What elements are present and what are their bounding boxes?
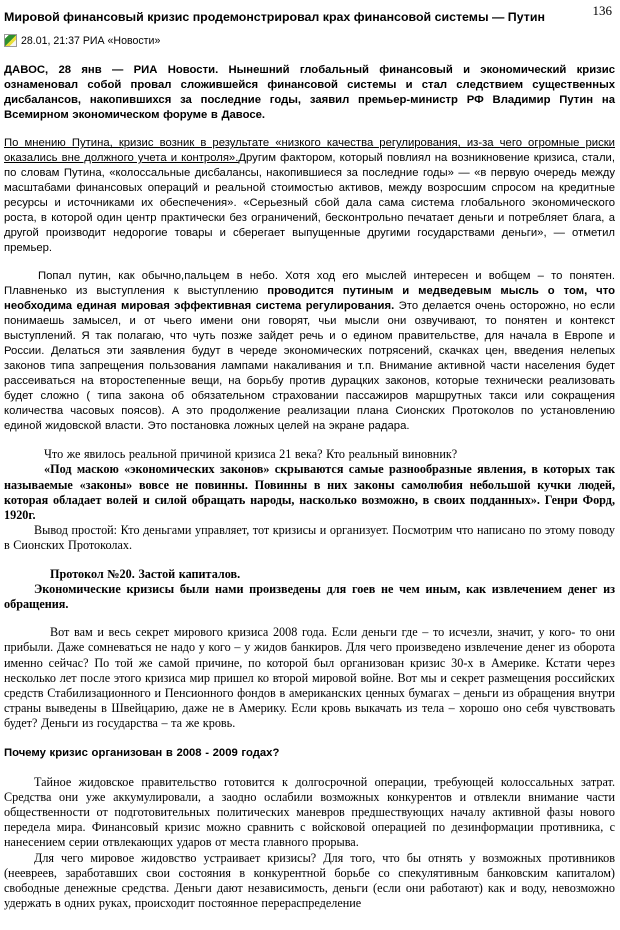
- ria-novosti-icon: [4, 34, 17, 47]
- paragraph: [4, 567, 615, 582]
- text-segment: Это делается очень осторожно, но если понимаешь замысел, и от чьего имени они говорят, чьи мысли они озвучивают, то понятен и контекст выступлений. Я так полагаю, что чуть позже зайдет речь и о едином правительстве, для начала в Европе и России. Делаться эти заявления будут в череде экономических потрясений, скачках цен, введения нелепых законов типа запрещения пользования лампами накаливания и т.п. Внимание активной части населения будет рассеиваться на второстепенные вещи, на борьбу против дурацких законов, которые технически реализовать будет сложно ( типа закона об обязательном страховании пассажиров маршрутных такси или сокращения количества часовых поясов). А это продолжение реализации плана Сионских Протоколов по установлению единой жидовской власти. Это постановка ложных целей на экране радара.: [4, 300, 615, 433]
- text-segment: ДАВОС, 28 янв — РИА Новости. Нынешний глобальный финансовый и экономический кризис ознаменовал собой провал сложившейся финансовой системы и стал следствием существенных дисбалансов, накопившихся за последние годы, заявил премьер-министр РФ Владимир Путин на Всемирном экономическом форуме в Давосе.: [4, 64, 615, 122]
- paragraph: [4, 269, 615, 434]
- text-segment: Для чего мировое жидовство устраивает кризисы? Для того, что бы отнять у возможных противников (неевреев, заработавших свои состояния в конкурентной борьбе со спекулятивным банковским капиталом) свободные денежные средства. Деньги дают независимость, деньги (если они работают) как и воду, невозможно удержать в одних руках, происходит постоянное перераспределение: [4, 850, 615, 911]
- text-segment: Что же явилось реальной причиной кризиса 21 века? Кто реальный виновник?: [44, 447, 458, 462]
- text-segment: Вывод простой: Кто деньгами управляет, тот кризисы и организует. Посмотрим что написано по этому поводу в Сионских Протоколах.: [4, 523, 615, 553]
- text-segment: проводится путиным и медведевым мысль о том, что необходима единая мировая эффективная система регулирования.: [4, 285, 615, 313]
- text-segment: По мнению Путина, кризис возник в результате «низкого качества регулирования, из-за чего огромные риски оказались вне должного учета и контроля».: [4, 137, 615, 165]
- text-segment: Вот вам и весь секрет мирового кризиса 2008 года. Если деньги где – то исчезли, значит, у кого- то они прибыли. Даже сомневаться не надо у кого – у жидов банкиров. Для чего произведено извлечение денег из оборота именно сейчас? По той же самой причине, по которой был организован кризис 30-х в Америке. Кстати через несколько лет после этого кризиса мир пришел ко второй мировой войне. Вот мы и секрет размещения российских средств Стабилизационного и Пенсионного фондов в американских ценных бумагах – деньги из обращения внутри страны выведены в Швейцарию, даже не в Америку. Если кровь выкачать из тела – хорошо оно себя чувствовать будет? Деньги из государства – та же кровь.: [4, 625, 615, 731]
- paragraph: [4, 851, 615, 912]
- text-segment: Тайное жидовское правительство готовится к долгосрочной операции, требующей колоссальных затрат. Средства они уже аккумулировали, а заодно ослабили возможных конкурентов и отвлекли внимание части общественности от подготовительных политических маневров предшествующих началу активной фазы нового передела мира. Финансовый кризис можно сравнить с войсковой операцией по дезинформации противника, с нанесением серии отвлекающих ударов от места главного прорыва.: [4, 774, 615, 850]
- text-segment: Протокол №20. Застой капиталов.: [50, 566, 241, 581]
- paragraph: [4, 775, 615, 851]
- text-segment: Попал путин, как обычно,пальцем в небо. Хотя ход его мыслей интересен и вобщем – то понятен. Плавненько из выступления к выступлению: [4, 270, 615, 298]
- paragraph: [4, 582, 615, 612]
- paragraph: [4, 746, 615, 761]
- byline: [4, 34, 615, 47]
- paragraph: [4, 523, 615, 553]
- byline-text: 28.01, 21:37 РИА «Новости»: [21, 34, 161, 47]
- article-title: Мировой финансовый кризис продемонстрировал крах финансовой системы — Путин: [4, 10, 545, 24]
- text-segment: «Под маскою «экономических законов» скрываются самые разнообразные явления, в которых так называемые «законы» вовсе не повинны. Повинны в них законы самолюбия небольшой кучки людей, которая обладает волей и силой обращать народы, насколько возможно, в своих подданных». Генри Форд, 1920г.: [4, 462, 615, 522]
- text-segment: Почему кризис организован в 2008 - 2009 годах?: [4, 746, 280, 759]
- paragraph: [4, 63, 615, 123]
- paragraph: [4, 136, 615, 256]
- text-segment: Экономические кризисы были нами произведены для гоев не чем иным, как извлечением денег из обращения.: [4, 581, 615, 611]
- page-number: 136: [592, 3, 612, 18]
- document-body: [4, 63, 615, 911]
- paragraph: [4, 447, 615, 462]
- text-segment: Другим фактором, который повлиял на возникновение кризиса, стали, по словам Путина, «колоссальные дисбалансы, накопившиеся за последние годы» — «в первую очередь между масштабами финансовых операций и реальной стоимостью активов, между возросшим спросом на кредитные ресурсы и источниками их обеспечения». «Серьезный сбой дала сама система глобального экономического роста, в которой один центр практически без ограничений, бесконтрольно печатает деньги и потребляет блага, а другой производит недорогие товары и сберегает выпущенные другими государствами деньги», — отметил премьер.: [4, 152, 615, 255]
- paragraph: [4, 462, 615, 523]
- paragraph: [4, 625, 615, 731]
